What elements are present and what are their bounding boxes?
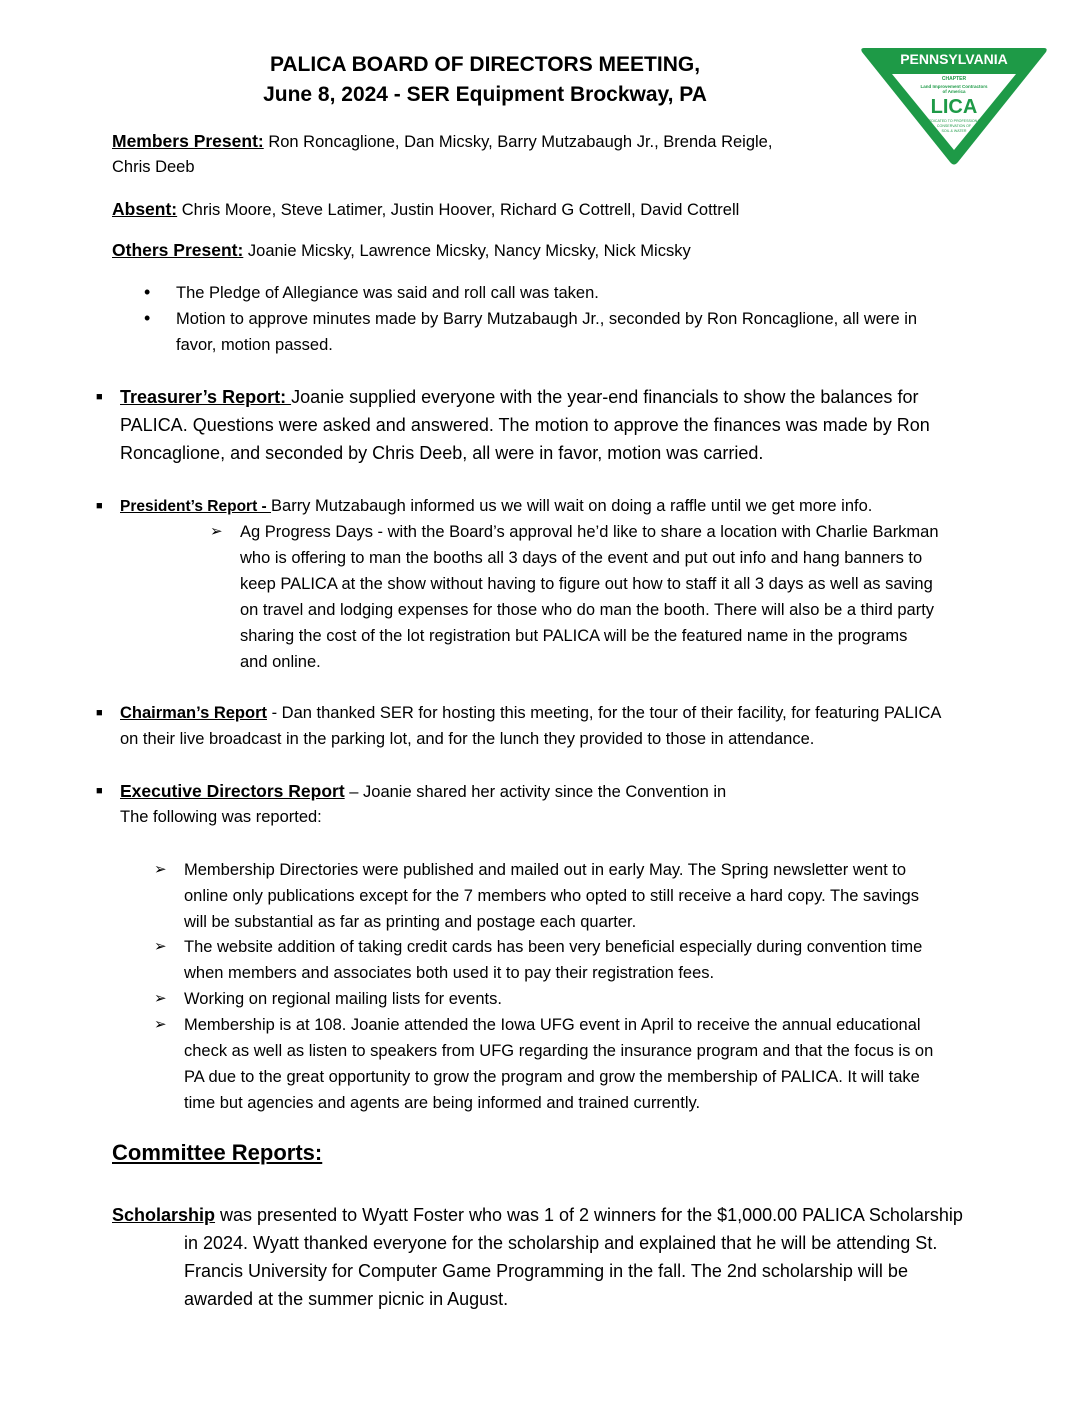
scholarship-report bbox=[112, 1201, 1012, 1229]
executive-item-4-line-1: Membership is at 108. Joanie attended the Iowa UFG event in April to receive the annual educational bbox=[184, 1016, 921, 1034]
executive-item-3: Working on regional mailing lists for events. bbox=[184, 990, 502, 1008]
arrow-bullet: ➢ bbox=[154, 861, 167, 878]
scholarship-line-4: awarded at the summer picnic in August. bbox=[184, 1289, 509, 1309]
chairman-label: Chairman’s Report bbox=[120, 704, 268, 722]
scholarship-label: Scholarship bbox=[112, 1205, 216, 1225]
president-sub-2: who is offering to man the booths all 3 days of the event and put out info and hang banners to bbox=[240, 549, 923, 567]
scholarship-line-2: in 2024. Wyatt thanked everyone for the scholarship and explained that he will be attending St. bbox=[184, 1233, 938, 1253]
title-line-2: June 8, 2024 - SER Equipment Brockway, PA bbox=[263, 83, 707, 106]
logo-top-text: PENNSYLVANIA bbox=[900, 51, 1008, 67]
page-title bbox=[200, 50, 770, 110]
square-bullet: ■ bbox=[96, 785, 103, 797]
executive-item-2-line-1: The website addition of taking credit cards has been very beneficial especially during convention time bbox=[184, 938, 923, 956]
members-present-label: Members Present: bbox=[112, 131, 264, 151]
arrow-bullet: ➢ bbox=[154, 990, 167, 1007]
executive-item-4-line-2: check as well as listen to speakers from UFG regarding the insurance program and that the focus is on bbox=[184, 1042, 934, 1060]
president-text: Barry Mutzabaugh informed us we will wait on doing a raffle until we get more info. bbox=[271, 497, 873, 515]
executive-line-2: The following was reported: bbox=[120, 808, 322, 826]
logo-tag-1: DEDICATED TO PROFESSIONAL bbox=[926, 119, 982, 123]
logo-subtitle-2: of America bbox=[942, 89, 966, 94]
president-report bbox=[120, 493, 1020, 520]
members-present-cont: Chris Deeb bbox=[112, 158, 195, 176]
executive-line-1: – Joanie shared her activity since the Convention in bbox=[344, 783, 727, 801]
bullet-dot: • bbox=[144, 308, 151, 328]
others-present-names: Joanie Micsky, Lawrence Micsky, Nancy Micsky, Nick Micsky bbox=[247, 242, 691, 260]
president-sub-6: and online. bbox=[240, 653, 321, 671]
scholarship-line-3: Francis University for Computer Game Programming in the fall. The 2nd scholarship will be bbox=[184, 1261, 908, 1281]
logo-name: LICA bbox=[930, 96, 978, 118]
treasurer-line-2: PALICA. Questions were asked and answered. The motion to approve the finances was made by Ron bbox=[120, 415, 930, 435]
treasurer-line-1: Joanie supplied everyone with the year-end financials to show the balances for bbox=[291, 387, 919, 407]
lica-logo bbox=[858, 44, 1050, 168]
executive-item-1-line-1: Membership Directories were published and mailed out in early May. The Spring newsletter went to bbox=[184, 861, 907, 879]
executive-item-4-line-3: PA due to the great opportunity to grow the program and grow the membership of PALICA. It will take bbox=[184, 1068, 920, 1086]
president-sub-4: on travel and lodging expenses for those who do man the booth. There will also be a third party bbox=[240, 601, 935, 619]
chairman-line-1: - Dan thanked SER for hosting this meeting, for the tour of their facility, for featuring PALICA bbox=[267, 704, 942, 722]
chairman-line-2: on their live broadcast in the parking lot, and for the lunch they provided to those in attendance. bbox=[120, 730, 815, 748]
absent-label: Absent: bbox=[112, 199, 178, 219]
executive-item-2-line-2: when members and associates both used it to pay their registration fees. bbox=[184, 964, 715, 982]
others-present-label: Others Present: bbox=[112, 240, 244, 260]
president-sub-5: sharing the cost of the lot registration but PALICA will be the featured name in the programs bbox=[240, 627, 908, 645]
logo-subtitle-1: Land Improvement Contractors bbox=[920, 84, 988, 89]
logo-tag-3: SOIL & WATER bbox=[941, 129, 967, 133]
executive-report bbox=[120, 778, 1020, 805]
treasurer-report bbox=[120, 383, 1020, 411]
opening-item-2: Motion to approve minutes made by Barry Mutzabaugh Jr., seconded by Ron Roncaglione, all were in bbox=[176, 310, 918, 328]
square-bullet: ■ bbox=[96, 391, 103, 403]
title-line-1: PALICA BOARD OF DIRECTORS MEETING, bbox=[269, 53, 701, 76]
scholarship-line-1: was presented to Wyatt Foster who was 1 of 2 winners for the $1,000.00 PALICA Scholarship bbox=[215, 1205, 963, 1225]
square-bullet: ■ bbox=[96, 707, 103, 719]
absent bbox=[112, 196, 1012, 223]
opening-item-1: The Pledge of Allegiance was said and roll call was taken. bbox=[176, 284, 599, 302]
executive-item-1-line-2: online only publications except for the 7 members who opted to still receive a hard copy. The savings bbox=[184, 887, 919, 905]
others-present bbox=[112, 237, 1012, 264]
committee-heading: Committee Reports: bbox=[112, 1140, 323, 1165]
opening-item-2-cont: favor, motion passed. bbox=[176, 336, 333, 354]
president-label: President’s Report - bbox=[120, 498, 272, 515]
arrow-bullet: ➢ bbox=[154, 938, 167, 955]
bullet-dot: • bbox=[144, 282, 151, 302]
president-sub-3: keep PALICA at the show without having to figure out how to staff it all 3 days as well as saving bbox=[240, 575, 933, 593]
chairman-report bbox=[120, 700, 1040, 726]
logo-tag-2: CONSERVATION OF bbox=[936, 124, 972, 128]
executive-item-1-line-3: will be substantial as far as printing and postage each quarter. bbox=[184, 913, 637, 931]
arrow-bullet: ➢ bbox=[154, 1016, 167, 1033]
executive-label: Executive Directors Report bbox=[120, 781, 345, 801]
square-bullet: ■ bbox=[96, 500, 103, 512]
arrow-bullet: ➢ bbox=[210, 523, 223, 540]
members-present-names: Ron Roncaglione, Dan Micsky, Barry Mutzabaugh Jr., Brenda Reigle, bbox=[268, 133, 773, 151]
executive-item-4-line-4: time but agencies and agents are being informed and trained currently. bbox=[184, 1094, 701, 1112]
president-sub-1: Ag Progress Days - with the Board’s approval he’d like to share a location with Charlie Barkman bbox=[240, 523, 939, 541]
members-present bbox=[112, 128, 852, 155]
logo-chapter-text: CHAPTER bbox=[941, 76, 967, 82]
treasurer-label: Treasurer’s Report: bbox=[120, 387, 292, 407]
absent-names: Chris Moore, Steve Latimer, Justin Hoover, Richard G Cottrell, David Cottrell bbox=[181, 201, 740, 219]
treasurer-line-3: Roncaglione, and seconded by Chris Deeb, all were in favor, motion was carried. bbox=[120, 443, 764, 463]
